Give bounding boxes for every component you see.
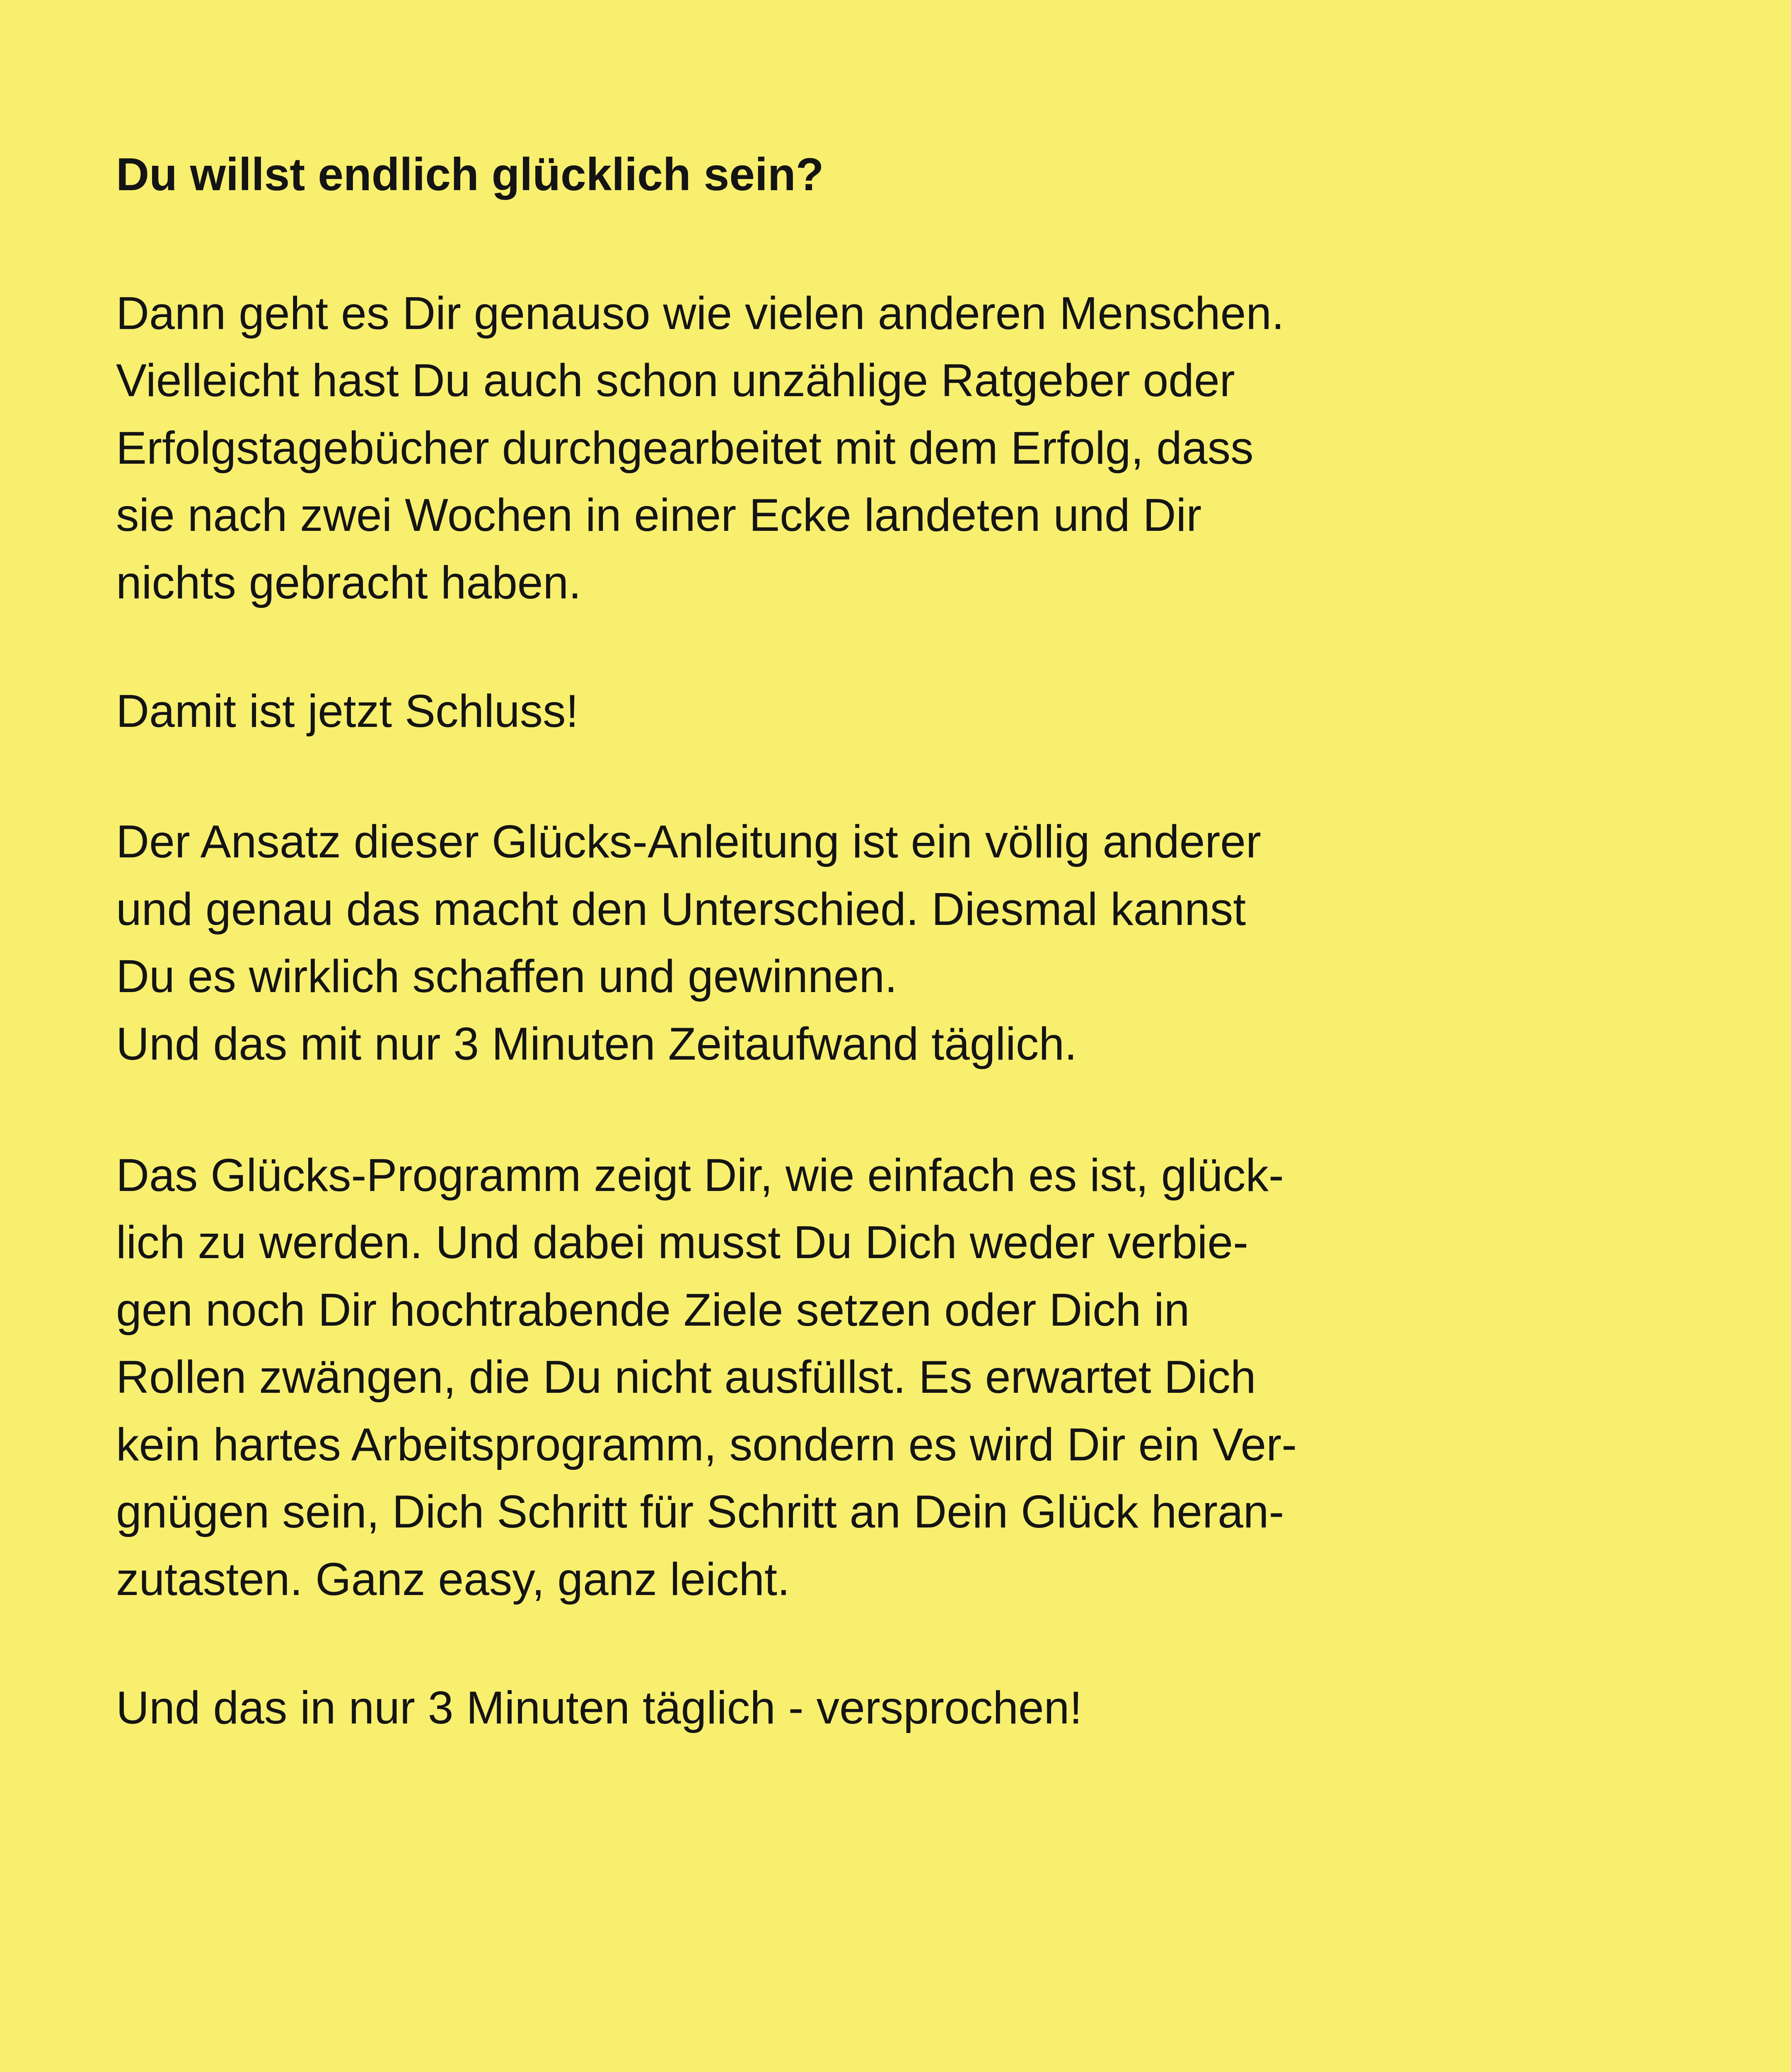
heading: Du willst endlich glücklich sein? — [116, 149, 824, 200]
body-line: lich zu werden. Und dabei musst Du Dich weder verbie- — [116, 1217, 1249, 1268]
body-line: Und das in nur 3 Minuten täglich - versprochen! — [116, 1682, 1083, 1733]
body-line: kein hartes Arbeitsprogramm, sondern es wird Dir ein Ver- — [116, 1419, 1297, 1470]
body-line: gnügen sein, Dich Schritt für Schritt an Dein Glück heran- — [116, 1486, 1284, 1537]
body-line: Vielleicht hast Du auch schon unzählige Ratgeber oder — [116, 355, 1235, 406]
body-line: zutasten. Ganz easy, ganz leicht. — [116, 1554, 790, 1605]
body-line: gen noch Dir hochtrabende Ziele setzen oder Dich in — [116, 1284, 1190, 1336]
body-line: Dann geht es Dir genauso wie vielen anderen Menschen. — [116, 288, 1284, 339]
body-line: Der Ansatz dieser Glücks-Anleitung ist ein völlig anderer — [116, 816, 1261, 867]
body-line: sie nach zwei Wochen in einer Ecke landeten und Dir — [116, 489, 1202, 541]
body-line: Das Glücks-Programm zeigt Dir, wie einfach es ist, glück- — [116, 1150, 1284, 1201]
body-line: Und das mit nur 3 Minuten Zeitaufwand täglich. — [116, 1018, 1077, 1070]
body-line: nichts gebracht haben. — [116, 557, 582, 608]
body-line: Damit ist jetzt Schluss! — [116, 685, 579, 737]
body-line: Du es wirklich schaffen und gewinnen. — [116, 951, 898, 1002]
body-line: Erfolgstagebücher durchgearbeitet mit dem Erfolg, dass — [116, 422, 1254, 474]
body-line: und genau das macht den Unterschied. Diesmal kannst — [116, 884, 1246, 935]
body-line: Rollen zwängen, die Du nicht ausfüllst. Es erwartet Dich — [116, 1351, 1256, 1403]
